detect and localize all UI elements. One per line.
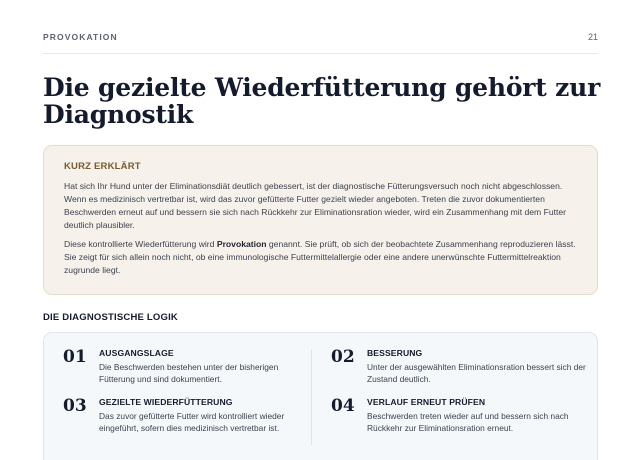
header-divider	[43, 53, 598, 54]
callout-paragraph-2	[64, 238, 577, 277]
step-label: GEZIELTE WIEDERFÜTTERUNG	[99, 397, 233, 407]
step-number: 02	[331, 347, 355, 367]
step-description: Unter der ausgewählten Eliminationsration bessert sich der Zustand deutlich.	[367, 362, 586, 384]
running-header	[43, 31, 598, 43]
callout-paragraph-2-end: genannt. Sie prüft, ob sich der beobachtete Zusammenhang reproduzieren lässt. Sie zeigt für sich allein noch nicht, ob eine immunologische Futtermittelallergie oder eine andere unerwünschte Futtermittelreaktion zugrunde liegt.	[64, 239, 576, 275]
logic-heading: DIE DIAGNOSTISCHE LOGIK	[43, 312, 178, 323]
column-divider	[311, 349, 312, 445]
page-title: Die gezielte Wiederfütterung gehört zur Diagnostik	[43, 73, 601, 129]
logic-step	[63, 396, 289, 434]
callout-kicker: KURZ ERKLÄRT	[64, 161, 141, 172]
step-description: Beschwerden treten wieder auf und bessern sich nach Rückkehr zur Eliminationsration erneut.	[367, 411, 569, 433]
step-label: BESSERUNG	[367, 348, 423, 358]
step-number: 04	[331, 396, 355, 416]
callout-term-provokation: Provokation	[216, 239, 267, 249]
logic-step	[331, 347, 587, 385]
step-number: 01	[63, 347, 87, 367]
step-number: 03	[63, 396, 87, 416]
callout-paragraph-2-start: Diese kontrollierte Wiederfütterung wird	[64, 239, 217, 249]
logic-steps-card	[43, 332, 598, 460]
summary-callout	[43, 145, 598, 295]
logic-step	[63, 347, 289, 385]
section-label: PROVOKATION	[43, 32, 118, 42]
step-label: AUSGANGSLAGE	[99, 348, 174, 358]
logic-step	[331, 396, 587, 434]
step-description: Das zuvor gefütterte Futter wird kontrolliert wieder eingeführt, sofern dies medizinisch vertretbar ist.	[99, 411, 285, 433]
step-label: VERLAUF ERNEUT PRÜFEN	[367, 397, 486, 407]
step-description: Die Beschwerden bestehen unter der bisherigen Fütterung und sind dokumentiert.	[99, 362, 279, 384]
page-number: 21	[587, 32, 598, 42]
callout-paragraph-1: Hat sich Ihr Hund unter der Eliminationsdiät deutlich gebessert, ist der diagnostische Fütterungsversuch noch nicht abgeschlossen. Wenn es medizinisch vertretbar ist, wird das zuvor gefütterte Futter gezielt wieder angeboten. Treten die zuvor dokumentierten Beschwerden erneut auf und bessern sie sich nach Rückkehr zur Eliminationsration wieder, wird ein Zusammenhang mit dem Futter deutlich plausibler.	[64, 181, 567, 230]
